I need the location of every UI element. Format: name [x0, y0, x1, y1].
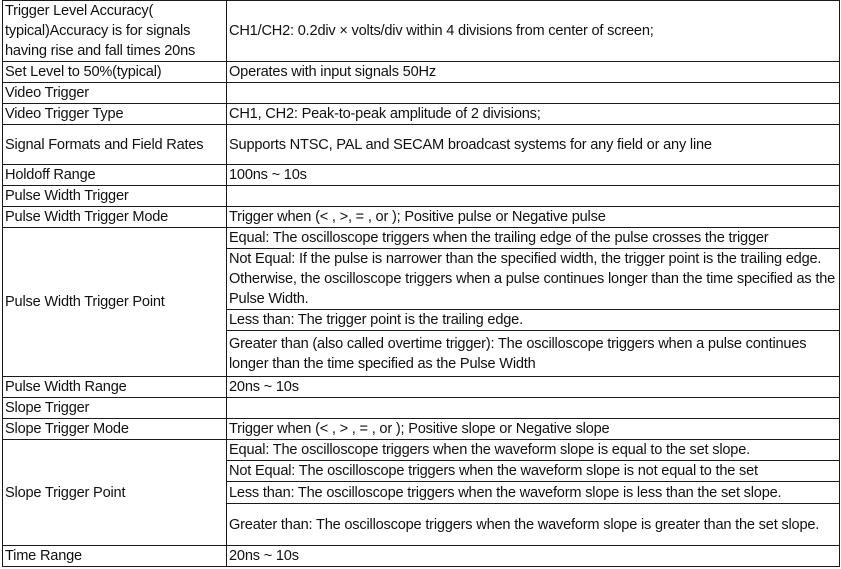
row-value: CH1/CH2: 0.2div × volts/div within 4 divisions from center of screen;	[227, 1, 840, 62]
row-value: Trigger when (< , >, = , or ); Positive pulse or Negative pulse	[227, 207, 840, 228]
table-row	[3, 62, 840, 83]
table-row	[3, 207, 840, 228]
row-label: Set Level to 50%(typical)	[3, 62, 227, 83]
row-value: Less than: The oscilloscope triggers when the waveform slope is less than the set slope.	[227, 482, 840, 504]
table-row	[3, 546, 840, 567]
row-value: Greater than: The oscilloscope triggers when the waveform slope is greater than the set slope.	[227, 504, 840, 546]
row-label: Pulse Width Trigger	[3, 186, 227, 207]
row-label: Slope Trigger Mode	[3, 419, 227, 440]
table-row	[3, 83, 840, 104]
row-label: Pulse Width Trigger Mode	[3, 207, 227, 228]
table-row	[3, 440, 840, 461]
row-value: 100ns ~ 10s	[227, 165, 840, 186]
row-label: Holdoff Range	[3, 165, 227, 186]
table-row	[3, 377, 840, 398]
row-value: Operates with input signals 50Hz	[227, 62, 840, 83]
table-row	[3, 398, 840, 419]
table-row	[3, 228, 840, 249]
table-row	[3, 125, 840, 165]
row-value: 20ns ~ 10s	[227, 377, 840, 398]
row-value: Supports NTSC, PAL and SECAM broadcast systems for any field or any line	[227, 125, 840, 165]
table-row	[3, 419, 840, 440]
row-label: Slope Trigger	[3, 398, 227, 419]
row-value: Not Equal: The oscilloscope triggers when the waveform slope is not equal to the set	[227, 461, 840, 482]
row-value	[227, 83, 840, 104]
row-label: Trigger Level Accuracy( typical)Accuracy is for signals having rise and fall times 20ns	[3, 1, 227, 62]
row-value: Trigger when (< , > , = , or ); Positive slope or Negative slope	[227, 419, 840, 440]
row-label: Pulse Width Trigger Point	[3, 228, 227, 377]
row-value: Equal: The oscilloscope triggers when the trailing edge of the pulse crosses the trigger	[227, 228, 840, 249]
table-row	[3, 165, 840, 186]
row-value: CH1, CH2: Peak-to-peak amplitude of 2 divisions;	[227, 104, 840, 125]
row-label: Slope Trigger Point	[3, 440, 227, 546]
spec-table	[2, 0, 840, 567]
table-row	[3, 186, 840, 207]
row-value: Equal: The oscilloscope triggers when the waveform slope is equal to the set slope.	[227, 440, 840, 461]
row-label: Signal Formats and Field Rates	[3, 125, 227, 165]
row-value: Less than: The trigger point is the trailing edge.	[227, 310, 840, 331]
row-label: Time Range	[3, 546, 227, 567]
row-value	[227, 398, 840, 419]
row-value: 20ns ~ 10s	[227, 546, 840, 567]
row-value: Not Equal: If the pulse is narrower than the specified width, the trigger point is the trailing edge. Otherwise, the oscilloscope triggers when a pulse continues longer than the time specified as the Pulse Width.	[227, 249, 840, 310]
row-label: Video Trigger Type	[3, 104, 227, 125]
row-label: Video Trigger	[3, 83, 227, 104]
table-row	[3, 1, 840, 62]
row-value: Greater than (also called overtime trigger): The oscilloscope triggers when a pulse continues longer than the time specified as the Pulse Width	[227, 331, 840, 377]
row-value	[227, 186, 840, 207]
table-row	[3, 104, 840, 125]
row-label: Pulse Width Range	[3, 377, 227, 398]
